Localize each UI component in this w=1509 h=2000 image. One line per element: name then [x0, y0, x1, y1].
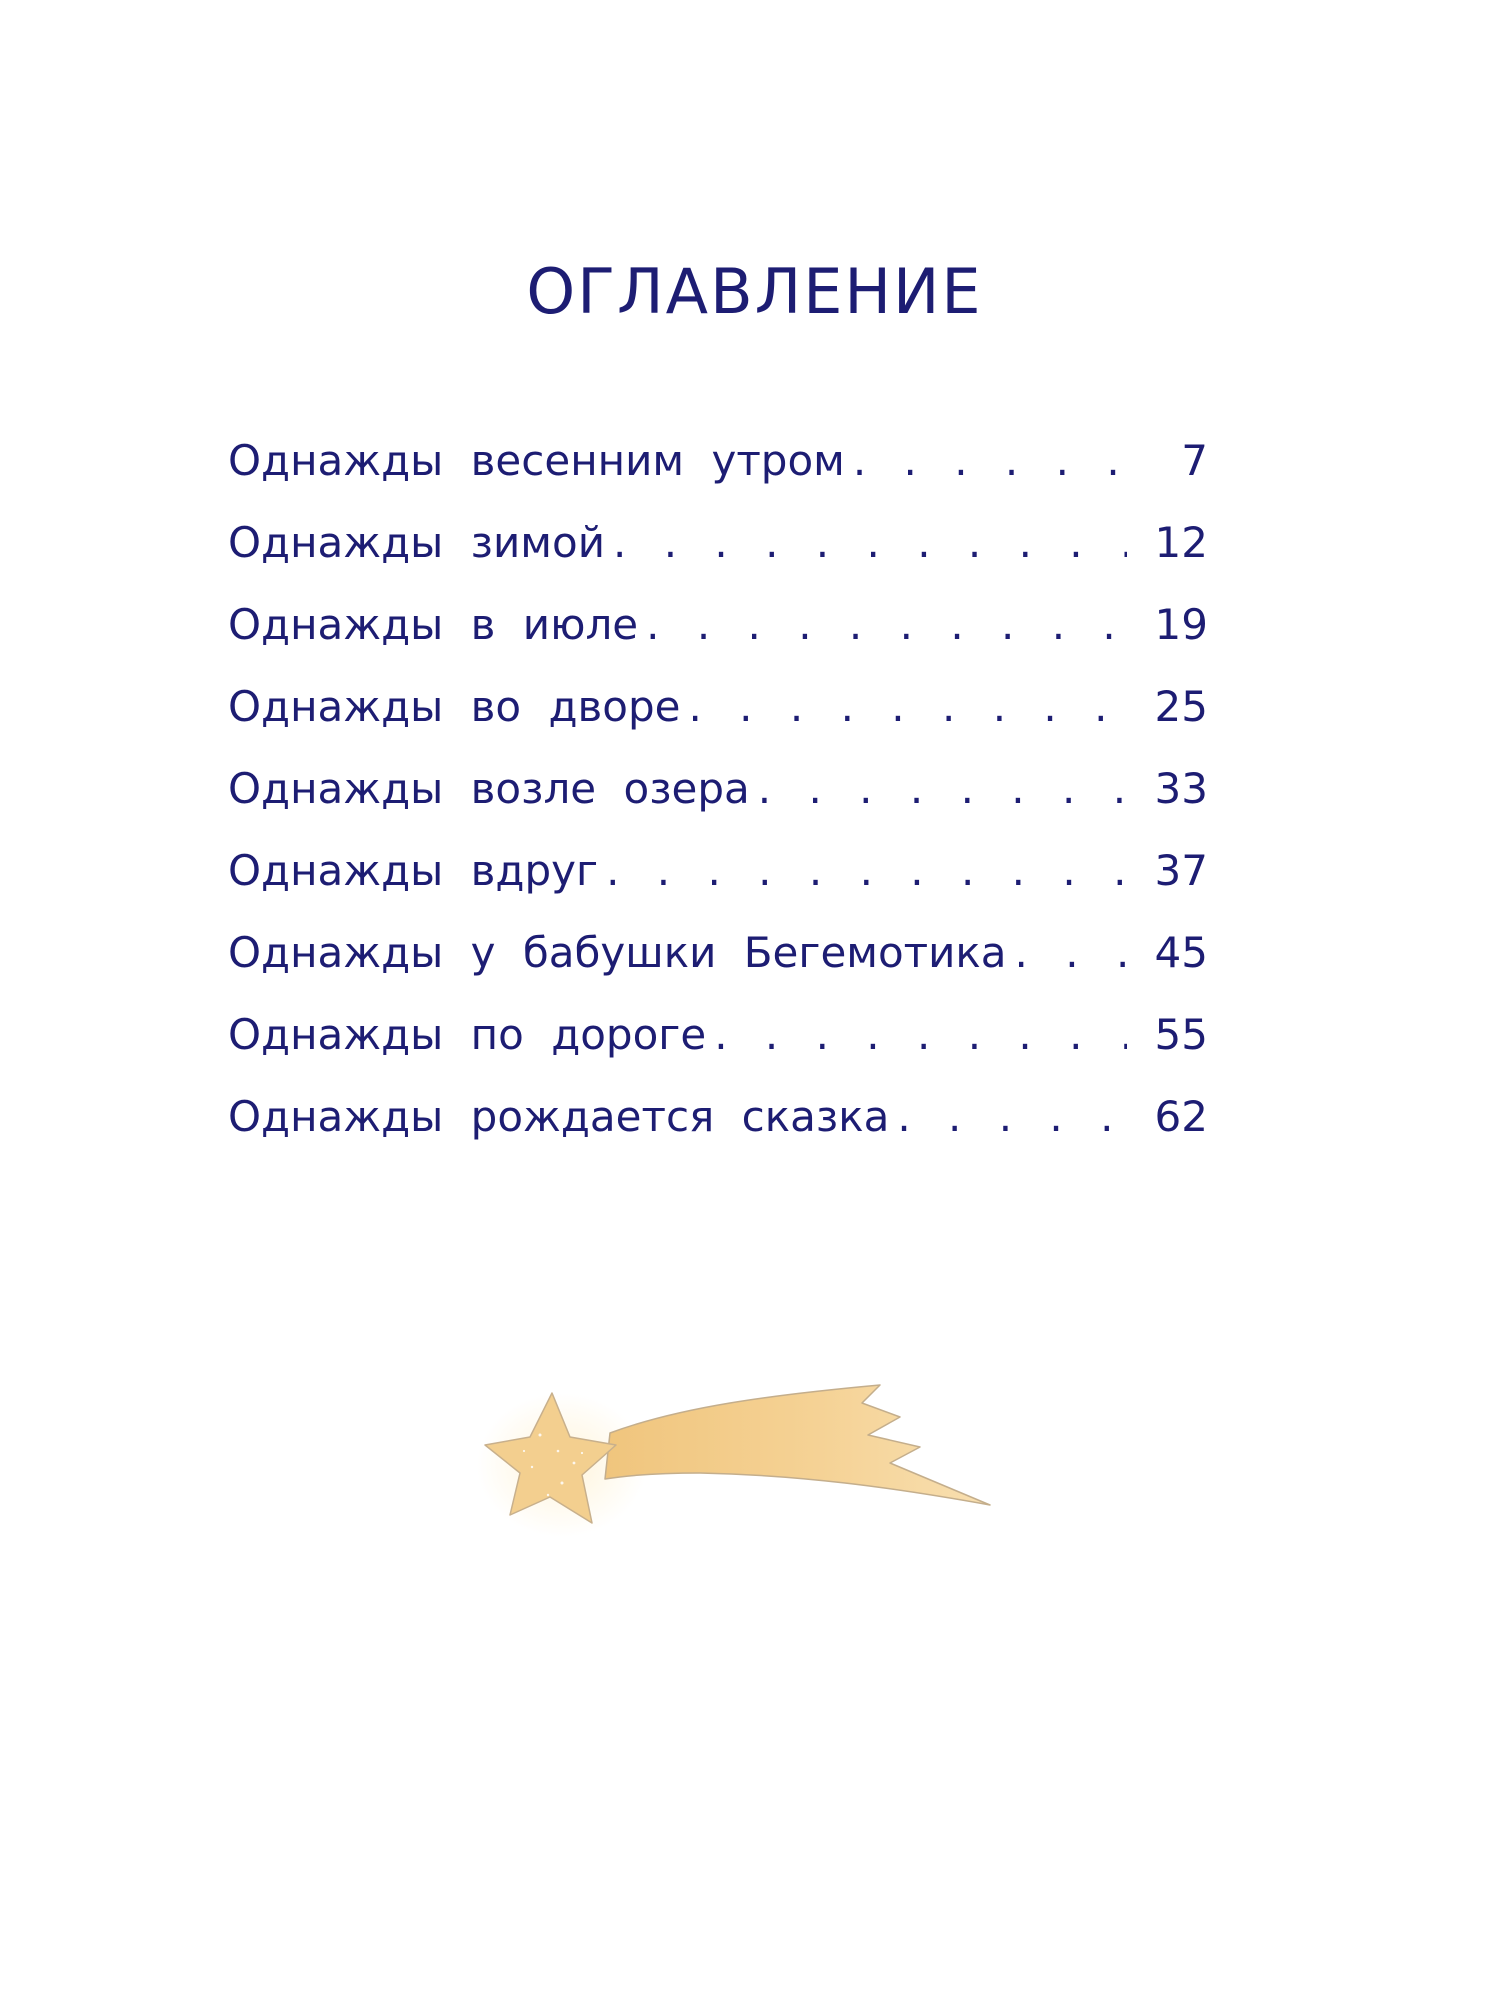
toc-entry-title: Однажды в июле	[228, 600, 639, 649]
dot-leader	[1015, 912, 1127, 994]
toc-entry[interactable]	[228, 830, 1208, 912]
toc-entry[interactable]	[228, 666, 1208, 748]
toc-list	[228, 420, 1208, 1158]
toc-entry-title: Однажды во дворе	[228, 682, 681, 731]
toc-entry-title: Однажды по дороге	[228, 1010, 707, 1059]
toc-entry-page: 7	[1181, 436, 1208, 485]
toc-entry-page: 55	[1154, 1010, 1208, 1059]
dot-leader	[646, 584, 1126, 666]
toc-entry-title: Однажды у бабушки Бегемотика	[228, 928, 1007, 977]
dot-leader	[714, 994, 1126, 1076]
toc-entry-page: 45	[1154, 928, 1208, 977]
toc-entry[interactable]	[228, 502, 1208, 584]
toc-entry-title: Однажды весенним утром	[228, 436, 845, 485]
star-tail	[605, 1385, 990, 1505]
toc-entry-page: 33	[1154, 764, 1208, 813]
toc-entry-title: Однажды возле озера	[228, 764, 750, 813]
toc-entry-page: 12	[1154, 518, 1208, 567]
toc-entry-title: Однажды вдруг	[228, 846, 599, 895]
dot-leader	[613, 502, 1127, 584]
toc-entry[interactable]	[228, 420, 1208, 502]
toc-entry[interactable]	[228, 912, 1208, 994]
toc-entry[interactable]	[228, 994, 1208, 1076]
toc-entry-title: Однажды рождается сказка	[228, 1092, 890, 1141]
dot-leader	[606, 830, 1126, 912]
shooting-star-icon	[470, 1355, 1000, 1545]
toc-entry-page: 62	[1154, 1092, 1208, 1141]
toc-entry[interactable]	[228, 748, 1208, 830]
toc-entry-page: 37	[1154, 846, 1208, 895]
dot-leader	[758, 748, 1127, 830]
dot-leader	[897, 1076, 1126, 1158]
toc-entry-title: Однажды зимой	[228, 518, 605, 567]
dot-leader	[853, 420, 1128, 502]
toc-entry[interactable]	[228, 584, 1208, 666]
page-title: ОГЛАВЛЕНИЕ	[526, 255, 983, 328]
toc-entry-page: 25	[1154, 682, 1208, 731]
dot-leader	[688, 666, 1126, 748]
toc-entry-page: 19	[1154, 600, 1208, 649]
toc-entry[interactable]	[228, 1076, 1208, 1158]
